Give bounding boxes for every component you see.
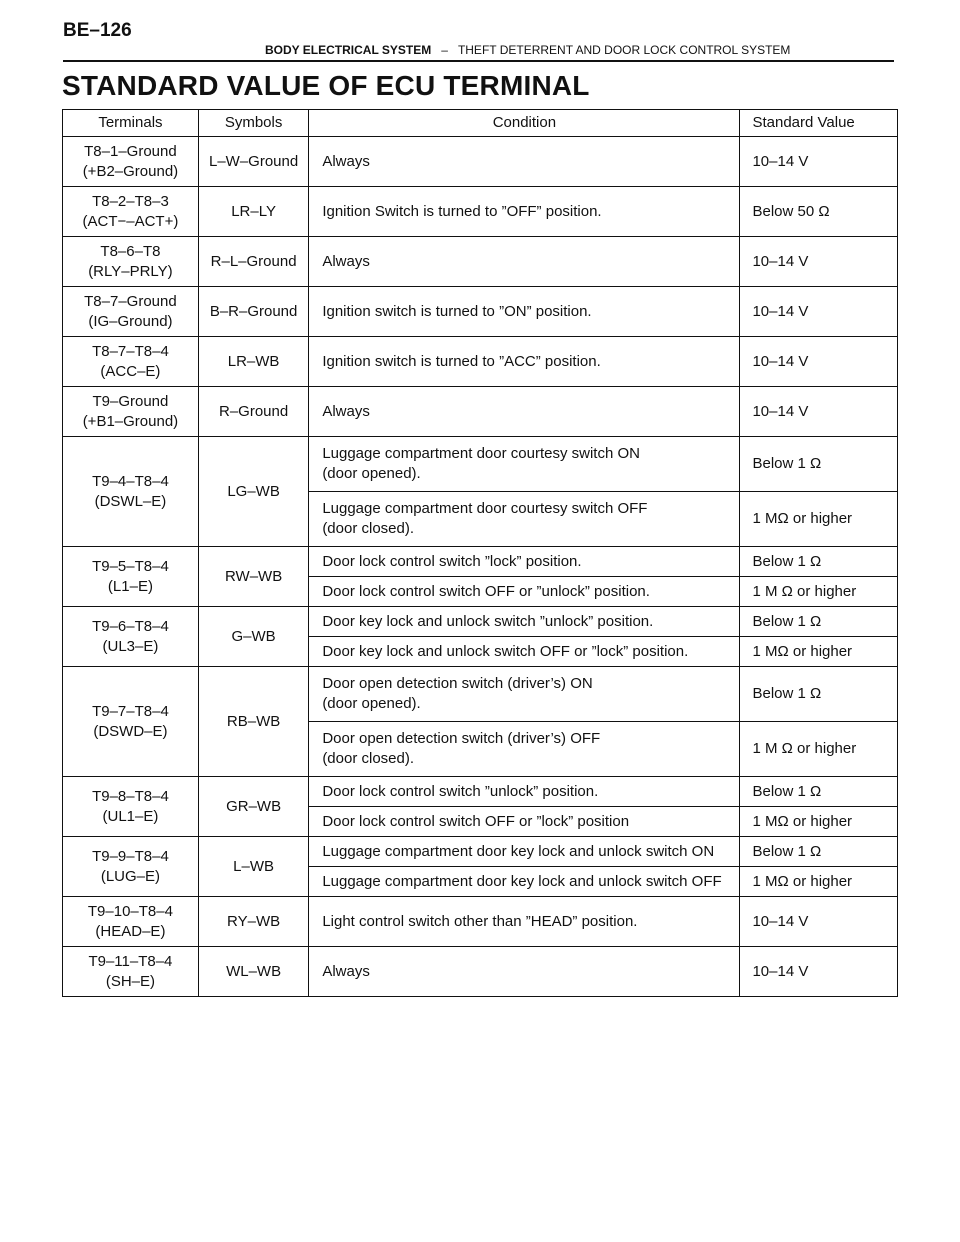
symbol-cell: B–R–Ground <box>198 287 308 337</box>
condition-cell: Luggage compartment door key lock and unlock switch ON <box>309 837 740 867</box>
symbol-cell: L–WB <box>198 837 308 897</box>
table-header-row <box>63 110 898 137</box>
value-cell: Below 1 Ω <box>740 777 898 807</box>
value-cell: 10–14 V <box>740 897 898 947</box>
header-rule <box>63 60 894 62</box>
condition-cell: Luggage compartment door key lock and unlock switch OFF <box>309 867 740 897</box>
terminal-cell: T9–Ground (+B1–Ground) <box>63 387 199 437</box>
value-cell: Below 1 Ω <box>740 547 898 577</box>
symbol-cell: LR–LY <box>198 187 308 237</box>
value-cell: 10–14 V <box>740 237 898 287</box>
symbol-cell: RW–WB <box>198 547 308 607</box>
table-row <box>63 777 898 807</box>
terminal-cell: T9–5–T8–4 (L1–E) <box>63 547 199 607</box>
section-title: BODY ELECTRICAL SYSTEM <box>265 43 432 57</box>
symbol-cell: R–Ground <box>198 387 308 437</box>
condition-cell: Ignition switch is turned to ”ON” position. <box>309 287 740 337</box>
terminal-cell: T9–4–T8–4 (DSWL–E) <box>63 437 199 547</box>
condition-cell: Door open detection switch (driver’s) ON (door opened). <box>309 667 740 722</box>
terminal-cell: T9–10–T8–4 (HEAD–E) <box>63 897 199 947</box>
header-standard-value: Standard Value <box>740 110 898 137</box>
condition-cell: Luggage compartment door courtesy switch ON (door opened). <box>309 437 740 492</box>
value-cell: 1 MΩ or higher <box>740 867 898 897</box>
symbol-cell: WL–WB <box>198 947 308 997</box>
condition-cell: Door key lock and unlock switch ”unlock” position. <box>309 607 740 637</box>
table-row <box>63 947 898 997</box>
symbol-cell: GR–WB <box>198 777 308 837</box>
condition-cell: Always <box>309 137 740 187</box>
terminal-cell: T9–7–T8–4 (DSWD–E) <box>63 667 199 777</box>
terminal-cell: T9–6–T8–4 (UL3–E) <box>63 607 199 667</box>
terminal-cell: T9–9–T8–4 (LUG–E) <box>63 837 199 897</box>
value-cell: 1 M Ω or higher <box>740 722 898 777</box>
value-cell: Below 1 Ω <box>740 607 898 637</box>
terminal-cell: T8–2–T8–3 (ACT−–ACT+) <box>63 187 199 237</box>
condition-cell: Always <box>309 387 740 437</box>
symbol-cell: L–W–Ground <box>198 137 308 187</box>
table-row <box>63 187 898 237</box>
header-condition: Condition <box>309 110 740 137</box>
condition-cell: Always <box>309 947 740 997</box>
subsection-title: THEFT DETERRENT AND DOOR LOCK CONTROL SYSTEM <box>457 43 791 57</box>
value-cell: 1 M Ω or higher <box>740 577 898 607</box>
symbol-cell: LG–WB <box>198 437 308 547</box>
value-cell: Below 1 Ω <box>740 667 898 722</box>
value-cell: 10–14 V <box>740 287 898 337</box>
condition-cell: Door key lock and unlock switch OFF or ”lock” position. <box>309 637 740 667</box>
value-cell: 10–14 V <box>740 947 898 997</box>
condition-cell: Door lock control switch OFF or ”lock” position <box>309 807 740 837</box>
condition-cell: Door lock control switch OFF or ”unlock” position. <box>309 577 740 607</box>
terminal-cell: T8–6–T8 (RLY–PRLY) <box>63 237 199 287</box>
table-row <box>63 237 898 287</box>
value-cell: 10–14 V <box>740 387 898 437</box>
header-separator: – <box>441 43 448 57</box>
condition-cell: Light control switch other than ”HEAD” position. <box>309 897 740 947</box>
symbol-cell: R–L–Ground <box>198 237 308 287</box>
terminal-cell: T9–8–T8–4 (UL1–E) <box>63 777 199 837</box>
symbol-cell: RY–WB <box>198 897 308 947</box>
condition-cell: Door lock control switch ”unlock” position. <box>309 777 740 807</box>
table-row <box>63 437 898 492</box>
condition-cell: Door lock control switch ”lock” position. <box>309 547 740 577</box>
table-row <box>63 387 898 437</box>
symbol-cell: LR–WB <box>198 337 308 387</box>
value-cell: 1 MΩ or higher <box>740 637 898 667</box>
table-row <box>63 137 898 187</box>
value-cell: Below 50 Ω <box>740 187 898 237</box>
value-cell: 1 MΩ or higher <box>740 492 898 547</box>
value-cell: 1 MΩ or higher <box>740 807 898 837</box>
value-cell: Below 1 Ω <box>740 837 898 867</box>
terminal-cell: T8–7–Ground (IG–Ground) <box>63 287 199 337</box>
table-row <box>63 547 898 577</box>
condition-cell: Luggage compartment door courtesy switch OFF (door closed). <box>309 492 740 547</box>
table-row <box>63 287 898 337</box>
table-row <box>63 607 898 637</box>
table-row <box>63 337 898 387</box>
symbol-cell: RB–WB <box>198 667 308 777</box>
condition-cell: Ignition switch is turned to ”ACC” position. <box>309 337 740 387</box>
terminal-cell: T9–11–T8–4 (SH–E) <box>63 947 199 997</box>
value-cell: Below 1 Ω <box>740 437 898 492</box>
table-row <box>63 667 898 722</box>
condition-cell: Door open detection switch (driver’s) OFF (door closed). <box>309 722 740 777</box>
value-cell: 10–14 V <box>740 337 898 387</box>
condition-cell: Always <box>309 237 740 287</box>
page-title: STANDARD VALUE OF ECU TERMINAL <box>62 70 590 101</box>
running-header <box>265 43 790 57</box>
condition-cell: Ignition Switch is turned to ”OFF” position. <box>309 187 740 237</box>
symbol-cell: G–WB <box>198 607 308 667</box>
table-row <box>63 897 898 947</box>
terminal-cell: T8–7–T8–4 (ACC–E) <box>63 337 199 387</box>
header-symbols: Symbols <box>198 110 308 137</box>
ecu-terminal-table <box>62 109 898 997</box>
page-number: BE–126 <box>63 20 132 41</box>
terminal-cell: T8–1–Ground (+B2–Ground) <box>63 137 199 187</box>
header-terminals: Terminals <box>63 110 199 137</box>
value-cell: 10–14 V <box>740 137 898 187</box>
table-row <box>63 837 898 867</box>
